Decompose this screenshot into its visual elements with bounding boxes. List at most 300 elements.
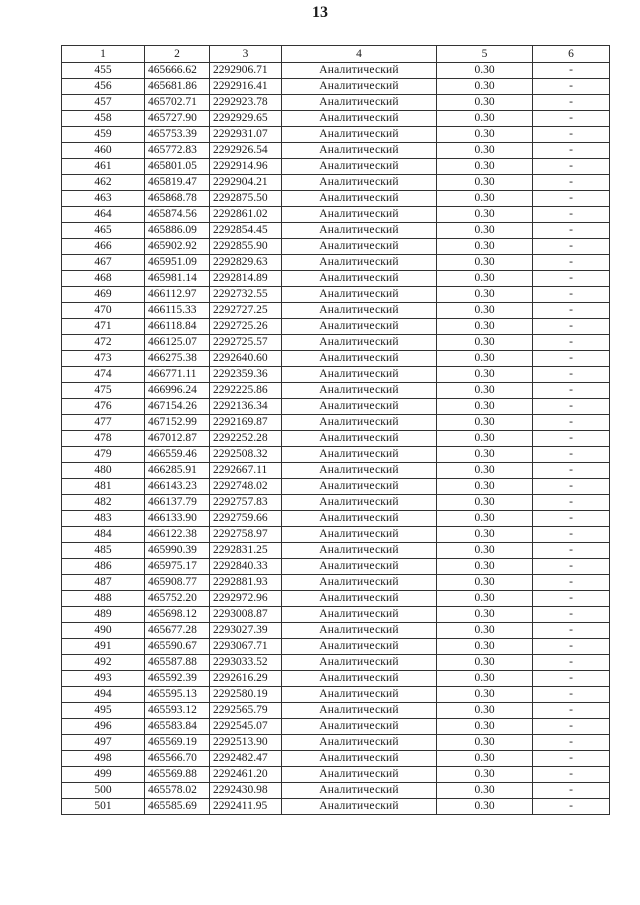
coordinate-x-cell: 465753.39 xyxy=(145,127,210,143)
method-cell: Аналитический xyxy=(282,799,437,815)
coordinate-y-cell: 2292616.29 xyxy=(210,671,282,687)
point-number-cell: 499 xyxy=(62,767,145,783)
table-row xyxy=(62,415,610,431)
accuracy-cell: 0.30 xyxy=(437,175,533,191)
note-cell: - xyxy=(533,399,610,415)
coordinate-y-cell: 2292972.96 xyxy=(210,591,282,607)
coordinate-x-cell: 466996.24 xyxy=(145,383,210,399)
coordinate-y-cell: 2293033.52 xyxy=(210,655,282,671)
coordinate-y-cell: 2292758.97 xyxy=(210,527,282,543)
coordinate-y-cell: 2292875.50 xyxy=(210,191,282,207)
coordinate-y-cell: 2292545.07 xyxy=(210,719,282,735)
coordinate-x-cell: 465975.17 xyxy=(145,559,210,575)
point-number-cell: 459 xyxy=(62,127,145,143)
point-number-cell: 500 xyxy=(62,783,145,799)
method-cell: Аналитический xyxy=(282,367,437,383)
method-cell: Аналитический xyxy=(282,223,437,239)
coordinate-x-cell: 465569.88 xyxy=(145,767,210,783)
table-row xyxy=(62,735,610,751)
point-number-cell: 484 xyxy=(62,527,145,543)
method-cell: Аналитический xyxy=(282,159,437,175)
note-cell: - xyxy=(533,447,610,463)
method-cell: Аналитический xyxy=(282,703,437,719)
note-cell: - xyxy=(533,319,610,335)
point-number-cell: 466 xyxy=(62,239,145,255)
accuracy-cell: 0.30 xyxy=(437,431,533,447)
table-row xyxy=(62,223,610,239)
coordinate-y-cell: 2292359.36 xyxy=(210,367,282,383)
accuracy-cell: 0.30 xyxy=(437,703,533,719)
point-number-cell: 494 xyxy=(62,687,145,703)
method-cell: Аналитический xyxy=(282,639,437,655)
coordinate-x-cell: 467152.99 xyxy=(145,415,210,431)
note-cell: - xyxy=(533,303,610,319)
note-cell: - xyxy=(533,767,610,783)
table-row xyxy=(62,655,610,671)
point-number-cell: 455 xyxy=(62,63,145,79)
point-number-cell: 476 xyxy=(62,399,145,415)
table-row xyxy=(62,623,610,639)
method-cell: Аналитический xyxy=(282,415,437,431)
coordinate-x-cell: 465752.20 xyxy=(145,591,210,607)
point-number-cell: 495 xyxy=(62,703,145,719)
note-cell: - xyxy=(533,191,610,207)
coordinate-x-cell: 465698.12 xyxy=(145,607,210,623)
accuracy-cell: 0.30 xyxy=(437,399,533,415)
accuracy-cell: 0.30 xyxy=(437,95,533,111)
coordinate-y-cell: 2292725.57 xyxy=(210,335,282,351)
table-row xyxy=(62,271,610,287)
table-row xyxy=(62,511,610,527)
accuracy-cell: 0.30 xyxy=(437,303,533,319)
coordinate-y-cell: 2292929.65 xyxy=(210,111,282,127)
coordinate-y-cell: 2292482.47 xyxy=(210,751,282,767)
point-number-cell: 478 xyxy=(62,431,145,447)
accuracy-cell: 0.30 xyxy=(437,719,533,735)
point-number-cell: 473 xyxy=(62,351,145,367)
table-row xyxy=(62,207,610,223)
accuracy-cell: 0.30 xyxy=(437,687,533,703)
coordinate-x-cell: 465585.69 xyxy=(145,799,210,815)
accuracy-cell: 0.30 xyxy=(437,143,533,159)
table-row xyxy=(62,383,610,399)
coordinate-y-cell: 2292904.21 xyxy=(210,175,282,191)
note-cell: - xyxy=(533,495,610,511)
point-number-cell: 457 xyxy=(62,95,145,111)
method-cell: Аналитический xyxy=(282,287,437,303)
method-cell: Аналитический xyxy=(282,95,437,111)
column-header-5: 5 xyxy=(437,46,533,63)
coordinate-x-cell: 466285.91 xyxy=(145,463,210,479)
coordinate-x-cell: 465569.19 xyxy=(145,735,210,751)
method-cell: Аналитический xyxy=(282,527,437,543)
accuracy-cell: 0.30 xyxy=(437,559,533,575)
method-cell: Аналитический xyxy=(282,399,437,415)
accuracy-cell: 0.30 xyxy=(437,607,533,623)
coordinate-x-cell: 466122.38 xyxy=(145,527,210,543)
point-number-cell: 462 xyxy=(62,175,145,191)
accuracy-cell: 0.30 xyxy=(437,495,533,511)
table-row xyxy=(62,607,610,623)
coordinate-x-cell: 465595.13 xyxy=(145,687,210,703)
page-number: 13 xyxy=(312,4,328,21)
accuracy-cell: 0.30 xyxy=(437,239,533,255)
accuracy-cell: 0.30 xyxy=(437,111,533,127)
method-cell: Аналитический xyxy=(282,143,437,159)
coordinate-x-cell: 465908.77 xyxy=(145,575,210,591)
method-cell: Аналитический xyxy=(282,447,437,463)
coordinate-y-cell: 2292225.86 xyxy=(210,383,282,399)
coordinate-y-cell: 2292814.89 xyxy=(210,271,282,287)
table-row xyxy=(62,703,610,719)
coordinate-x-cell: 465677.28 xyxy=(145,623,210,639)
accuracy-cell: 0.30 xyxy=(437,383,533,399)
note-cell: - xyxy=(533,591,610,607)
note-cell: - xyxy=(533,207,610,223)
point-number-cell: 485 xyxy=(62,543,145,559)
note-cell: - xyxy=(533,95,610,111)
accuracy-cell: 0.30 xyxy=(437,271,533,287)
note-cell: - xyxy=(533,463,610,479)
table-row xyxy=(62,63,610,79)
accuracy-cell: 0.30 xyxy=(437,463,533,479)
method-cell: Аналитический xyxy=(282,495,437,511)
note-cell: - xyxy=(533,127,610,143)
point-number-cell: 480 xyxy=(62,463,145,479)
coordinate-x-cell: 465681.86 xyxy=(145,79,210,95)
coordinate-y-cell: 2292169.87 xyxy=(210,415,282,431)
coordinate-y-cell: 2292136.34 xyxy=(210,399,282,415)
table-row xyxy=(62,479,610,495)
table-row xyxy=(62,575,610,591)
coordinate-y-cell: 2292855.90 xyxy=(210,239,282,255)
coordinate-y-cell: 2292916.41 xyxy=(210,79,282,95)
table-row xyxy=(62,143,610,159)
coordinate-x-cell: 465886.09 xyxy=(145,223,210,239)
table-row xyxy=(62,367,610,383)
coordinate-x-cell: 465868.78 xyxy=(145,191,210,207)
coordinate-y-cell: 2292854.45 xyxy=(210,223,282,239)
coordinate-x-cell: 466137.79 xyxy=(145,495,210,511)
coordinate-y-cell: 2292640.60 xyxy=(210,351,282,367)
accuracy-cell: 0.30 xyxy=(437,783,533,799)
coordinate-x-cell: 466118.84 xyxy=(145,319,210,335)
method-cell: Аналитический xyxy=(282,783,437,799)
table-row xyxy=(62,303,610,319)
accuracy-cell: 0.30 xyxy=(437,127,533,143)
coordinate-y-cell: 2292411.95 xyxy=(210,799,282,815)
point-number-cell: 475 xyxy=(62,383,145,399)
note-cell: - xyxy=(533,383,610,399)
method-cell: Аналитический xyxy=(282,463,437,479)
accuracy-cell: 0.30 xyxy=(437,623,533,639)
note-cell: - xyxy=(533,607,610,623)
note-cell: - xyxy=(533,735,610,751)
point-number-cell: 501 xyxy=(62,799,145,815)
accuracy-cell: 0.30 xyxy=(437,511,533,527)
accuracy-cell: 0.30 xyxy=(437,255,533,271)
coordinate-y-cell: 2293008.87 xyxy=(210,607,282,623)
point-number-cell: 477 xyxy=(62,415,145,431)
accuracy-cell: 0.30 xyxy=(437,575,533,591)
coordinate-x-cell: 466275.38 xyxy=(145,351,210,367)
note-cell: - xyxy=(533,287,610,303)
accuracy-cell: 0.30 xyxy=(437,751,533,767)
note-cell: - xyxy=(533,415,610,431)
note-cell: - xyxy=(533,351,610,367)
coordinate-x-cell: 465819.47 xyxy=(145,175,210,191)
accuracy-cell: 0.30 xyxy=(437,367,533,383)
coordinate-x-cell: 465566.70 xyxy=(145,751,210,767)
note-cell: - xyxy=(533,751,610,767)
coordinate-y-cell: 2292759.66 xyxy=(210,511,282,527)
method-cell: Аналитический xyxy=(282,111,437,127)
accuracy-cell: 0.30 xyxy=(437,735,533,751)
coordinate-x-cell: 465590.67 xyxy=(145,639,210,655)
coordinate-x-cell: 465666.62 xyxy=(145,63,210,79)
point-number-cell: 458 xyxy=(62,111,145,127)
table-row xyxy=(62,495,610,511)
point-number-cell: 472 xyxy=(62,335,145,351)
column-header-4: 4 xyxy=(282,46,437,63)
accuracy-cell: 0.30 xyxy=(437,191,533,207)
table-row xyxy=(62,591,610,607)
coordinate-x-cell: 465587.88 xyxy=(145,655,210,671)
table-row xyxy=(62,671,610,687)
table-row xyxy=(62,463,610,479)
coordinate-y-cell: 2292881.93 xyxy=(210,575,282,591)
note-cell: - xyxy=(533,255,610,271)
note-cell: - xyxy=(533,335,610,351)
note-cell: - xyxy=(533,511,610,527)
table-row xyxy=(62,255,610,271)
method-cell: Аналитический xyxy=(282,127,437,143)
table-body xyxy=(62,63,610,815)
coordinates-table xyxy=(61,45,610,815)
point-number-cell: 482 xyxy=(62,495,145,511)
coordinate-y-cell: 2292906.71 xyxy=(210,63,282,79)
column-header-1: 1 xyxy=(62,46,145,63)
coordinate-y-cell: 2292580.19 xyxy=(210,687,282,703)
coordinate-y-cell: 2292914.96 xyxy=(210,159,282,175)
coordinate-x-cell: 466143.23 xyxy=(145,479,210,495)
note-cell: - xyxy=(533,367,610,383)
point-number-cell: 497 xyxy=(62,735,145,751)
method-cell: Аналитический xyxy=(282,719,437,735)
accuracy-cell: 0.30 xyxy=(437,799,533,815)
coordinate-y-cell: 2292840.33 xyxy=(210,559,282,575)
table-row xyxy=(62,191,610,207)
accuracy-cell: 0.30 xyxy=(437,159,533,175)
method-cell: Аналитический xyxy=(282,351,437,367)
table-row xyxy=(62,783,610,799)
note-cell: - xyxy=(533,159,610,175)
accuracy-cell: 0.30 xyxy=(437,319,533,335)
note-cell: - xyxy=(533,223,610,239)
coordinate-y-cell: 2292748.02 xyxy=(210,479,282,495)
accuracy-cell: 0.30 xyxy=(437,351,533,367)
method-cell: Аналитический xyxy=(282,63,437,79)
coordinate-y-cell: 2292931.07 xyxy=(210,127,282,143)
note-cell: - xyxy=(533,527,610,543)
coordinate-y-cell: 2292508.32 xyxy=(210,447,282,463)
point-number-cell: 486 xyxy=(62,559,145,575)
table-row xyxy=(62,127,610,143)
note-cell: - xyxy=(533,783,610,799)
note-cell: - xyxy=(533,799,610,815)
note-cell: - xyxy=(533,175,610,191)
method-cell: Аналитический xyxy=(282,623,437,639)
point-number-cell: 487 xyxy=(62,575,145,591)
coordinate-x-cell: 465593.12 xyxy=(145,703,210,719)
method-cell: Аналитический xyxy=(282,607,437,623)
table-row xyxy=(62,351,610,367)
coordinate-y-cell: 2292923.78 xyxy=(210,95,282,111)
note-cell: - xyxy=(533,671,610,687)
table-row xyxy=(62,527,610,543)
coordinate-y-cell: 2292667.11 xyxy=(210,463,282,479)
coordinate-y-cell: 2292861.02 xyxy=(210,207,282,223)
coordinate-y-cell: 2292513.90 xyxy=(210,735,282,751)
method-cell: Аналитический xyxy=(282,271,437,287)
coordinate-y-cell: 2292252.28 xyxy=(210,431,282,447)
table-row xyxy=(62,399,610,415)
accuracy-cell: 0.30 xyxy=(437,415,533,431)
coordinate-x-cell: 465578.02 xyxy=(145,783,210,799)
accuracy-cell: 0.30 xyxy=(437,207,533,223)
note-cell: - xyxy=(533,559,610,575)
method-cell: Аналитический xyxy=(282,687,437,703)
table-row xyxy=(62,95,610,111)
point-number-cell: 468 xyxy=(62,271,145,287)
coordinate-x-cell: 465702.71 xyxy=(145,95,210,111)
note-cell: - xyxy=(533,143,610,159)
note-cell: - xyxy=(533,703,610,719)
method-cell: Аналитический xyxy=(282,383,437,399)
method-cell: Аналитический xyxy=(282,735,437,751)
coordinate-y-cell: 2293067.71 xyxy=(210,639,282,655)
table-row xyxy=(62,335,610,351)
column-header-2: 2 xyxy=(145,46,210,63)
accuracy-cell: 0.30 xyxy=(437,447,533,463)
coordinate-y-cell: 2292757.83 xyxy=(210,495,282,511)
method-cell: Аналитический xyxy=(282,431,437,447)
accuracy-cell: 0.30 xyxy=(437,287,533,303)
point-number-cell: 469 xyxy=(62,287,145,303)
point-number-cell: 456 xyxy=(62,79,145,95)
method-cell: Аналитический xyxy=(282,255,437,271)
coordinate-x-cell: 466771.11 xyxy=(145,367,210,383)
table-row xyxy=(62,687,610,703)
point-number-cell: 489 xyxy=(62,607,145,623)
accuracy-cell: 0.30 xyxy=(437,223,533,239)
coordinate-x-cell: 465874.56 xyxy=(145,207,210,223)
coordinate-x-cell: 465583.84 xyxy=(145,719,210,735)
point-number-cell: 483 xyxy=(62,511,145,527)
point-number-cell: 492 xyxy=(62,655,145,671)
method-cell: Аналитический xyxy=(282,671,437,687)
accuracy-cell: 0.30 xyxy=(437,335,533,351)
coordinate-y-cell: 2292430.98 xyxy=(210,783,282,799)
method-cell: Аналитический xyxy=(282,239,437,255)
method-cell: Аналитический xyxy=(282,479,437,495)
coordinate-y-cell: 2292727.25 xyxy=(210,303,282,319)
coordinate-y-cell: 2292725.26 xyxy=(210,319,282,335)
method-cell: Аналитический xyxy=(282,79,437,95)
point-number-cell: 490 xyxy=(62,623,145,639)
table-row xyxy=(62,751,610,767)
table-header-row xyxy=(62,46,610,63)
coordinate-x-cell: 465772.83 xyxy=(145,143,210,159)
table-row xyxy=(62,175,610,191)
table-row xyxy=(62,639,610,655)
coordinate-x-cell: 466559.46 xyxy=(145,447,210,463)
table-row xyxy=(62,559,610,575)
column-header-3: 3 xyxy=(210,46,282,63)
coordinate-x-cell: 467012.87 xyxy=(145,431,210,447)
column-header-6: 6 xyxy=(533,46,610,63)
coordinate-y-cell: 2292732.55 xyxy=(210,287,282,303)
table-row xyxy=(62,239,610,255)
coordinate-y-cell: 2292829.63 xyxy=(210,255,282,271)
accuracy-cell: 0.30 xyxy=(437,479,533,495)
method-cell: Аналитический xyxy=(282,303,437,319)
table-row xyxy=(62,719,610,735)
point-number-cell: 488 xyxy=(62,591,145,607)
point-number-cell: 461 xyxy=(62,159,145,175)
point-number-cell: 496 xyxy=(62,719,145,735)
coordinate-x-cell: 466115.33 xyxy=(145,303,210,319)
note-cell: - xyxy=(533,575,610,591)
point-number-cell: 493 xyxy=(62,671,145,687)
coordinate-x-cell: 467154.26 xyxy=(145,399,210,415)
coordinate-x-cell: 465592.39 xyxy=(145,671,210,687)
note-cell: - xyxy=(533,479,610,495)
point-number-cell: 463 xyxy=(62,191,145,207)
coordinate-y-cell: 2292926.54 xyxy=(210,143,282,159)
coordinate-y-cell: 2292565.79 xyxy=(210,703,282,719)
note-cell: - xyxy=(533,79,610,95)
accuracy-cell: 0.30 xyxy=(437,543,533,559)
coordinate-x-cell: 465902.92 xyxy=(145,239,210,255)
note-cell: - xyxy=(533,655,610,671)
coordinate-y-cell: 2293027.39 xyxy=(210,623,282,639)
accuracy-cell: 0.30 xyxy=(437,639,533,655)
method-cell: Аналитический xyxy=(282,767,437,783)
method-cell: Аналитический xyxy=(282,511,437,527)
method-cell: Аналитический xyxy=(282,575,437,591)
note-cell: - xyxy=(533,431,610,447)
method-cell: Аналитический xyxy=(282,191,437,207)
note-cell: - xyxy=(533,63,610,79)
point-number-cell: 471 xyxy=(62,319,145,335)
method-cell: Аналитический xyxy=(282,543,437,559)
accuracy-cell: 0.30 xyxy=(437,63,533,79)
table-row xyxy=(62,287,610,303)
point-number-cell: 491 xyxy=(62,639,145,655)
point-number-cell: 460 xyxy=(62,143,145,159)
note-cell: - xyxy=(533,719,610,735)
accuracy-cell: 0.30 xyxy=(437,671,533,687)
coordinate-x-cell: 465990.39 xyxy=(145,543,210,559)
table-row xyxy=(62,79,610,95)
coordinate-x-cell: 465981.14 xyxy=(145,271,210,287)
accuracy-cell: 0.30 xyxy=(437,655,533,671)
method-cell: Аналитический xyxy=(282,751,437,767)
coordinate-x-cell: 465801.05 xyxy=(145,159,210,175)
table-row xyxy=(62,159,610,175)
table-row xyxy=(62,111,610,127)
